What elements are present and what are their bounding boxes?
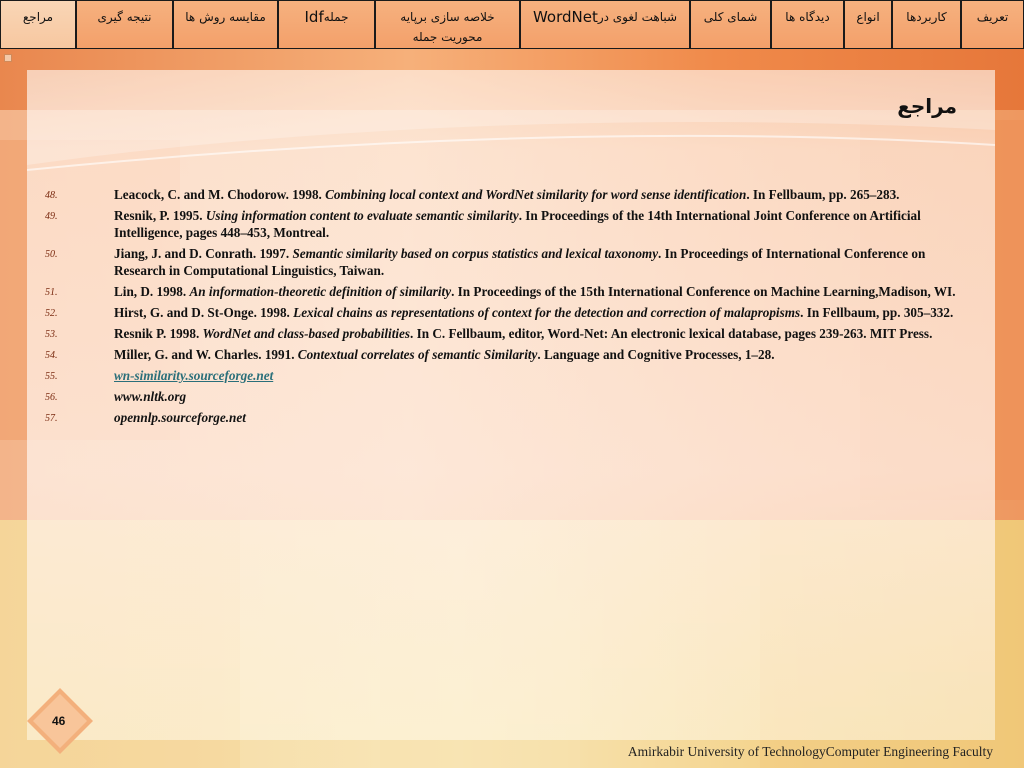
reference-item: 49. Resnik, P. 1995. Using information content to evaluate semantic similarity. In Proceedings of the 14th International Joint Conference on Artificial Intelligence, pages 448–453, Montreal. <box>45 208 921 240</box>
reference-number: 57. <box>45 413 58 424</box>
reference-item: 56. www.nltk.org <box>45 389 187 404</box>
nav-tab-wordnet-similarity[interactable]: شباهت لغوی در WordNet <box>520 0 690 49</box>
nav-tab-overview[interactable]: شمای کلی <box>690 0 771 49</box>
reference-number: 52. <box>45 308 58 319</box>
page-number: 46 <box>52 714 66 728</box>
reference-number: 53. <box>45 329 58 340</box>
references-list <box>27 186 995 430</box>
nav-tab-perspectives[interactable]: دیدگاه ها <box>771 0 844 49</box>
decorative-swoosh <box>27 70 995 190</box>
slide-content-panel <box>27 70 995 740</box>
reference-number: 50. <box>45 249 58 260</box>
slide-title: مراجع <box>897 94 957 118</box>
nav-tab-definition[interactable]: تعریف <box>961 0 1024 49</box>
nav-tab-applications[interactable]: کاربردها <box>892 0 961 49</box>
nav-tab-conclusion[interactable]: نتیجه گیری <box>76 0 173 49</box>
wn-similarity-link[interactable]: wn-similarity.sourceforge.net <box>114 368 274 383</box>
reference-item: 52. Hirst, G. and D. St-Onge. 1998. Lexical chains as representations of context for the detection and correction of malapropisms. In Fellbaum, pp. 305–332. <box>45 305 954 320</box>
reference-number: 54. <box>45 350 58 361</box>
reference-item <box>27 367 995 384</box>
slide-marker <box>4 54 12 62</box>
reference-number: 48. <box>45 190 58 201</box>
reference-item: 48. Leacock, C. and M. Chodorow. 1998. Combining local context and WordNet similarity for word sense identification. In Fellbaum, pp. 265–283. <box>45 187 900 202</box>
reference-item: 53. Resnik P. 1998. WordNet and class-based probabilities. In C. Fellbaum, editor, Word-Net: An electronic lexical database, pages 239-263. MIT Press. <box>45 326 933 341</box>
nav-tab-types[interactable]: انواع <box>844 0 892 49</box>
reference-item: 54. Miller, G. and W. Charles. 1991. Contextual correlates of semantic Similarity. Language and Cognitive Processes, 1–28. <box>45 347 775 362</box>
reference-number: 55. <box>45 371 58 382</box>
nav-tab-idf-sentence[interactable]: جمله Idf <box>278 0 375 49</box>
reference-item: 50. Jiang, J. and D. Conrath. 1997. Semantic similarity based on corpus statistics and lexical taxonomy. In Proceedings of International Conference on Research in Computational Linguistics, Taiwan. <box>45 246 926 278</box>
reference-item: 51. Lin, D. 1998. An information-theoretic definition of similarity. In Proceedings of the 15th International Conference on Machine Learning,Madison, WI. <box>45 284 956 299</box>
nav-tab-sentence-centrality-summarization[interactable]: خلاصه سازی برپایه محوریت جمله <box>375 0 520 49</box>
nav-tab-references[interactable]: مراجع <box>0 0 76 49</box>
reference-number: 51. <box>45 287 58 298</box>
footer-text: Amirkabir University of TechnologyComputer Engineering Faculty <box>627 744 993 759</box>
reference-item: 57. opennlp.sourceforge.net <box>45 410 246 425</box>
reference-number: 49. <box>45 211 58 222</box>
reference-number: 56. <box>45 392 58 403</box>
nav-tab-method-comparison[interactable]: مقایسه روش ها <box>173 0 278 49</box>
top-navigation-bar <box>0 0 1024 49</box>
